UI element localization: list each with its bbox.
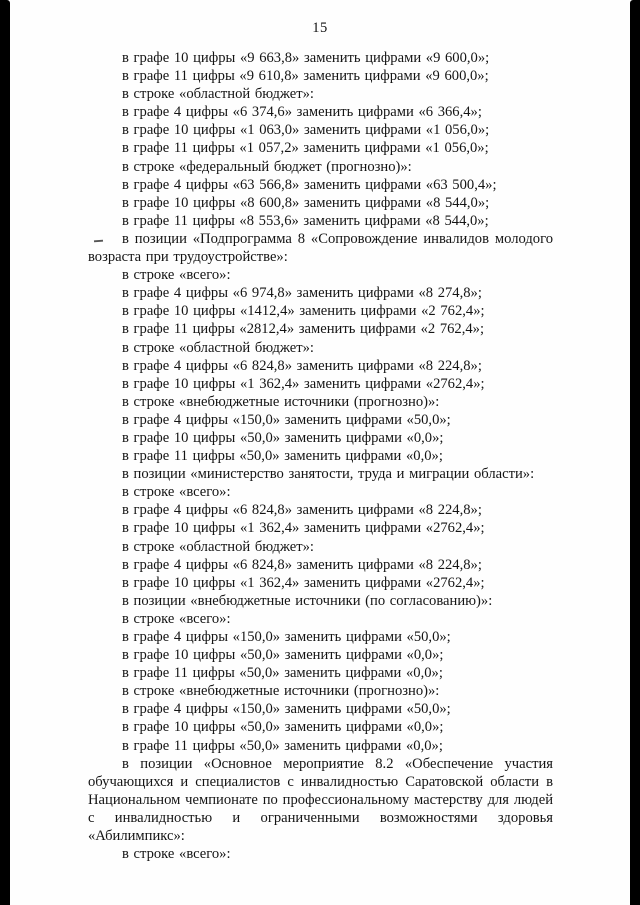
paragraph: в строке «внебюджетные источники (прогнозно)»: (122, 393, 440, 410)
paragraph: в графе 4 цифры «6 824,8» заменить цифрами «8 224,8»; (122, 502, 482, 519)
paragraph: в графе 10 цифры «50,0» заменить цифрами «0,0»; (122, 647, 444, 664)
paragraph: в графе 10 цифры «8 600,8» заменить цифрами «8 544,0»; (122, 194, 490, 211)
paragraph: в позиции «министерство занятости, труда и миграции области»: (122, 466, 535, 483)
paragraph: в графе 4 цифры «6 374,6» заменить цифрами «6 366,4»; (122, 104, 482, 121)
paragraph: в графе 4 цифры «63 566,8» заменить цифрами «63 500,4»; (122, 176, 497, 193)
paragraph: в графе 11 цифры «50,0» заменить цифрами «0,0»; (122, 737, 443, 754)
paragraph: в графе 10 цифры «9 663,8» заменить цифрами «9 600,0»; (122, 50, 490, 66)
paragraph: в строке «областной бюджет»: (122, 86, 314, 103)
paragraph: в графе 11 цифры «9 610,8» заменить цифрами «9 600,0»; (122, 68, 489, 85)
paragraph: в графе 10 цифры «50,0» заменить цифрами «0,0»; (122, 719, 444, 736)
paragraph: в графе 4 цифры «150,0» заменить цифрами «50,0»; (122, 701, 451, 718)
paragraph: в графе 11 цифры «50,0» заменить цифрами «0,0»; (122, 665, 443, 682)
paragraph: в графе 10 цифры «1 362,4» заменить цифрами «2762,4»; (122, 520, 485, 537)
paragraph: в позиции «внебюджетные источники (по согласованию)»: (122, 592, 493, 609)
paragraph: в графе 11 цифры «1 057,2» заменить цифрами «1 056,0»; (122, 140, 489, 157)
paragraph: в строке «всего»: (122, 610, 231, 627)
page-number: 15 (312, 20, 328, 36)
paragraph: в графе 4 цифры «150,0» заменить цифрами «50,0»; (122, 411, 451, 428)
paragraph: в строке «областной бюджет»: (122, 538, 314, 555)
paragraph: в позиции «Основное мероприятие 8.2 «Обеспечение участия обучающихся и специалистов с инвалидностью Саратовской области в Национальном чемпионате по профессиональному мастерству для людей с инвалидностью и ограниченными возможностями здоровья «Абилимпикс»: (88, 755, 553, 845)
paragraph: в строке «федеральный бюджет (прогнозно)»: (122, 158, 412, 175)
paragraph: в позиции «Подпрограмма 8 «Сопровождение инвалидов молодого возраста при трудоустройстве»: (88, 230, 553, 266)
document-body (88, 49, 553, 863)
paragraph: в графе 10 цифры «1412,4» заменить цифрами «2 762,4»; (122, 303, 485, 320)
paragraph: в графе 10 цифры «50,0» заменить цифрами «0,0»; (122, 429, 444, 446)
paragraph: в графе 11 цифры «2812,4» заменить цифрами «2 762,4»; (122, 321, 485, 338)
paragraph: в строке «областной бюджет»: (122, 339, 314, 356)
paragraph: в строке «внебюджетные источники (прогнозно)»: (122, 683, 440, 700)
paragraph: в строке «всего»: (122, 267, 231, 284)
paragraph: в графе 11 цифры «50,0» заменить цифрами «0,0»; (122, 448, 443, 465)
paragraph: в графе 4 цифры «150,0» заменить цифрами «50,0»; (122, 629, 451, 645)
paragraph: в строке «всего»: (122, 846, 231, 863)
paragraph: в графе 10 цифры «1 362,4» заменить цифрами «2762,4»; (122, 574, 485, 591)
paragraph: в графе 10 цифры «1 063,0» заменить цифрами «1 056,0»; (122, 122, 490, 139)
paragraph: в графе 4 цифры «6 824,8» заменить цифрами «8 224,8»; (122, 357, 482, 374)
paragraph: в графе 10 цифры «1 362,4» заменить цифрами «2762,4»; (122, 375, 485, 392)
paragraph: в графе 4 цифры «6 824,8» заменить цифрами «8 224,8»; (122, 556, 482, 573)
paragraph: в строке «всего»: (122, 484, 231, 501)
paragraph: в графе 4 цифры «6 974,8» заменить цифрами «8 274,8»; (122, 285, 482, 302)
scan-edge-right (630, 0, 640, 905)
scan-edge-left (0, 0, 10, 905)
paragraph: в графе 11 цифры «8 553,6» заменить цифрами «8 544,0»; (122, 212, 489, 229)
